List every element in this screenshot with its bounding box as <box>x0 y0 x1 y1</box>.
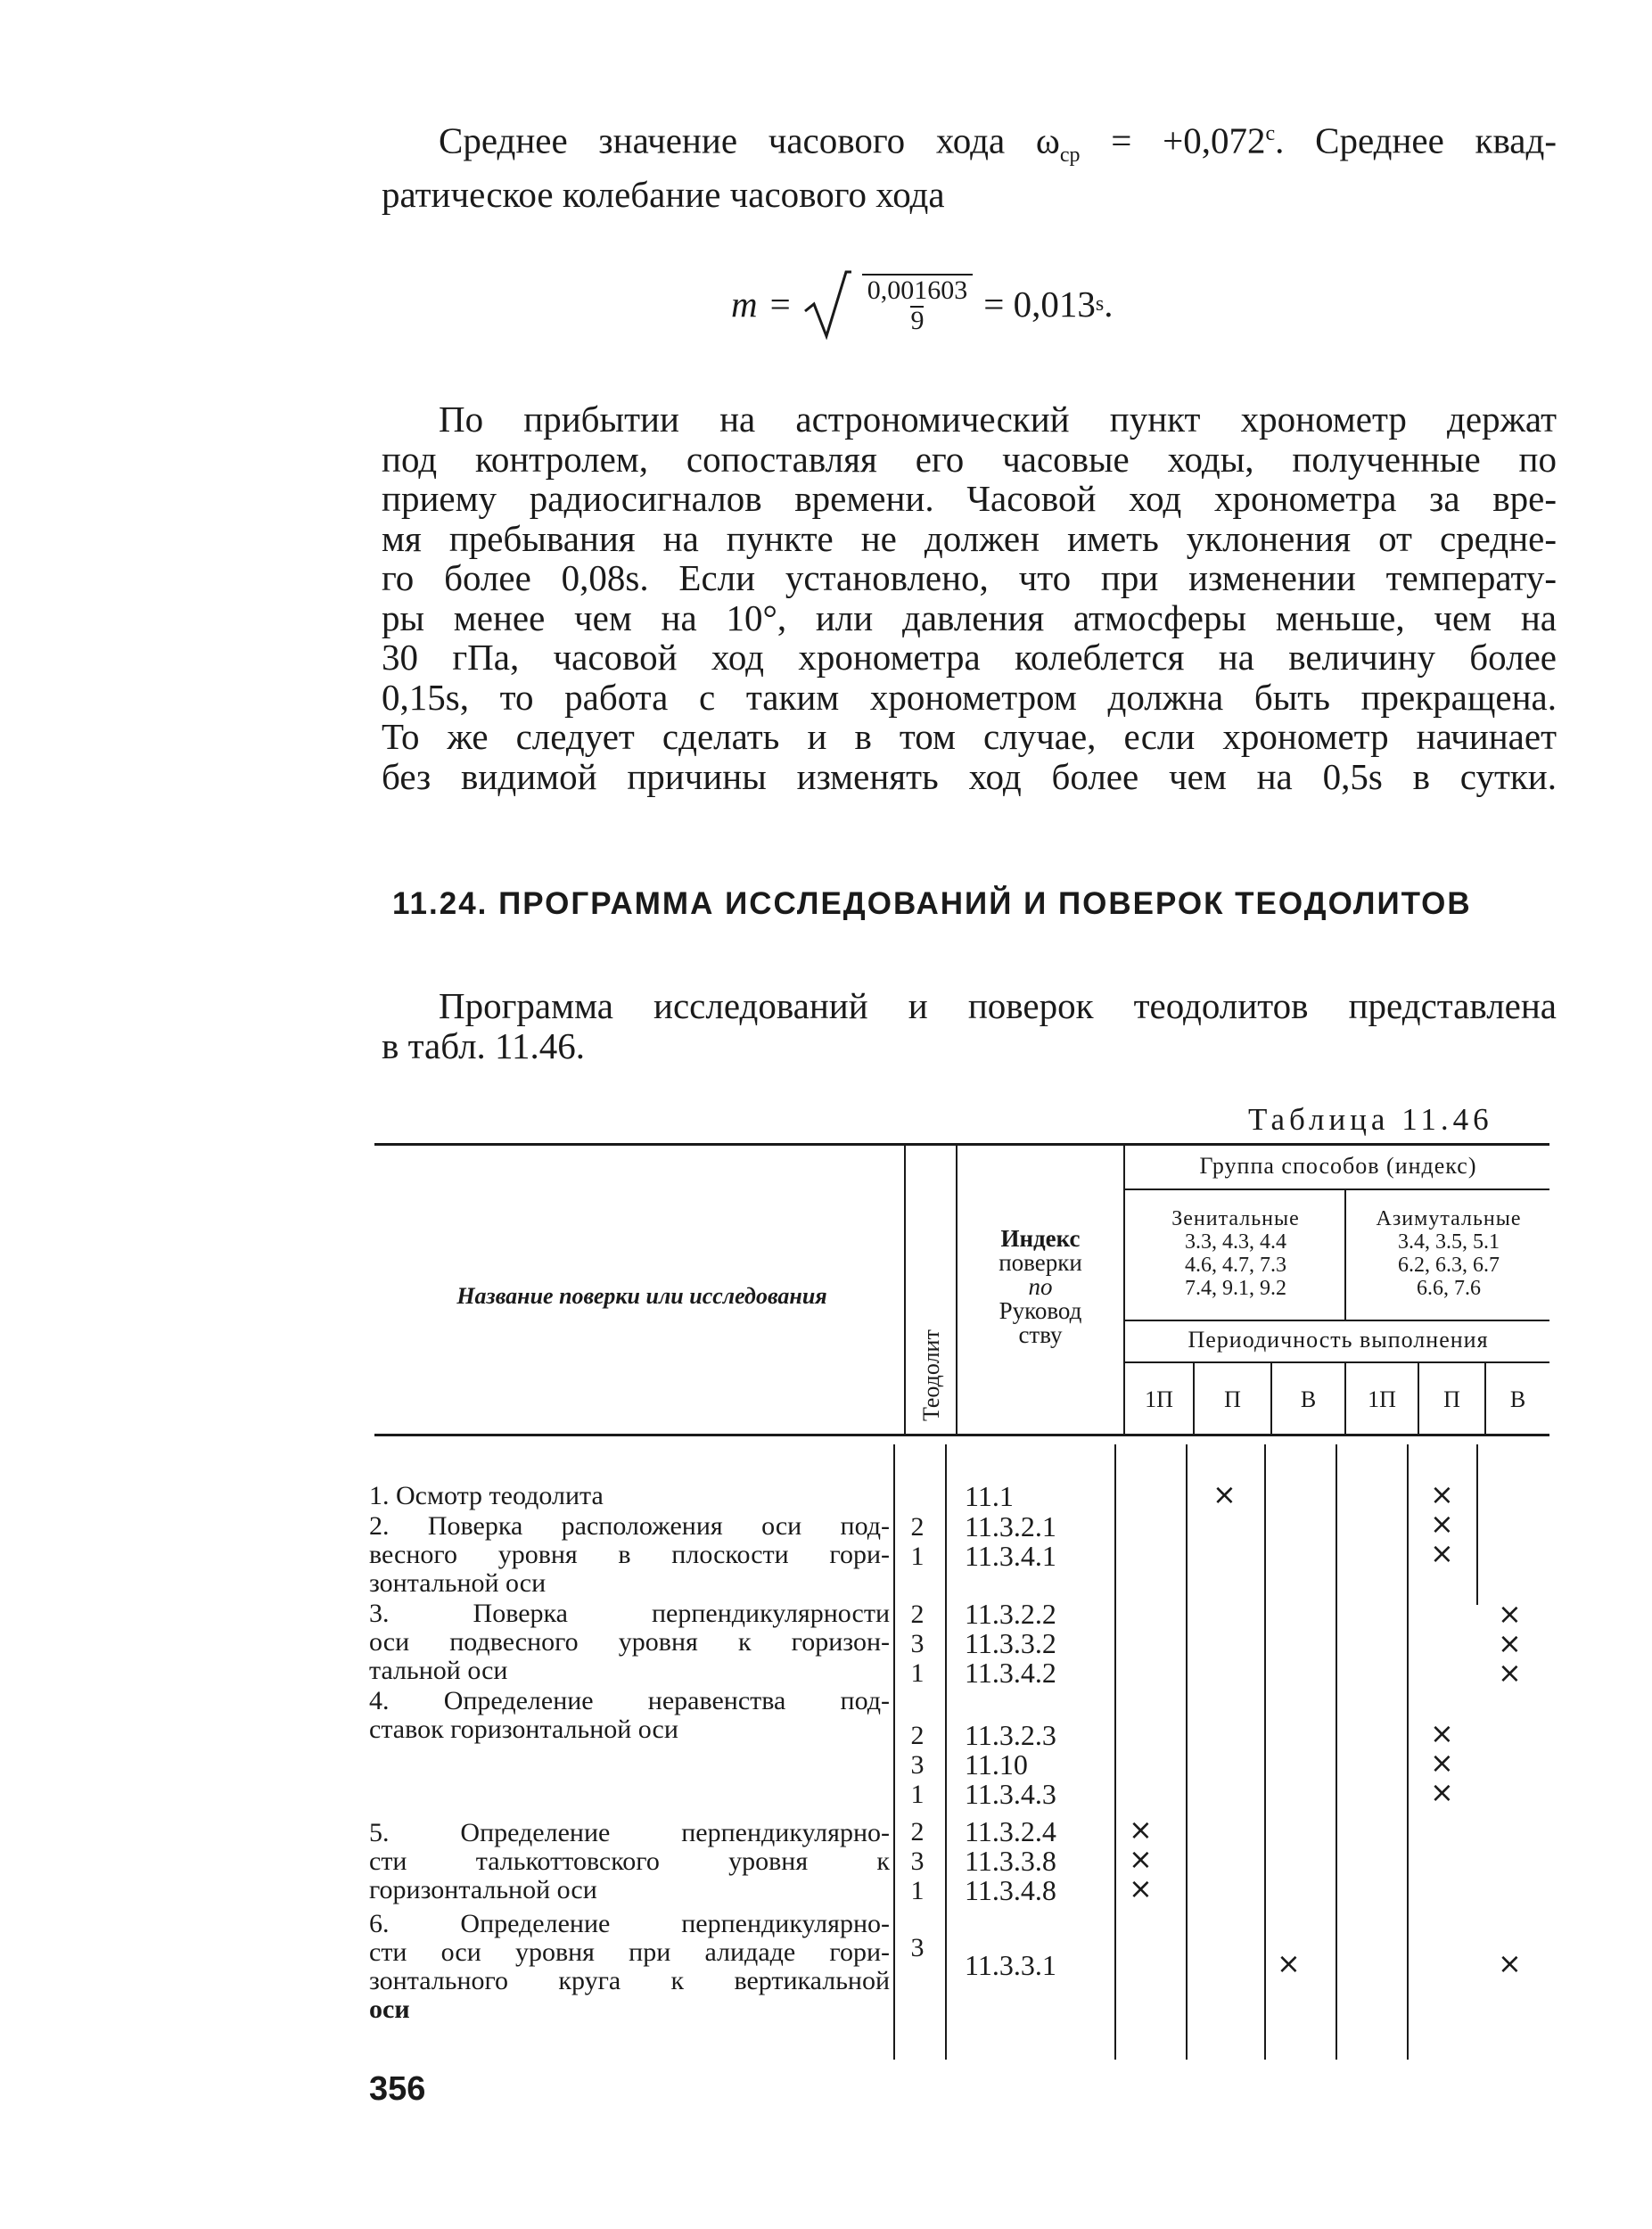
table-row-4-index: 11.3.2.3 11.10 11.3.4.3 <box>965 1719 1056 1810</box>
table-row-4-theodolite: 2 3 1 <box>910 1721 925 1809</box>
paragraph-line: То же следует сделать и в том случае, если хронометр начинает <box>382 716 1557 757</box>
table-row-6-name: 6. Определение перпендикулярно- сти оси уровня при алидаде гори- зонтального круга к вертикальной оси <box>369 1909 890 2024</box>
table-row-2-name: 2. Поверка расположения оси под- весного уровня в плоскости гори- зонтальной оси <box>369 1511 890 1598</box>
table-row-4-name: 4. Определение неравенства под- ставок горизонтальной оси <box>369 1686 890 1744</box>
table-row-5-theodolite: 2 3 1 <box>910 1817 925 1905</box>
header-col-1p-azimuth: 1П <box>1368 1386 1396 1412</box>
table-top-rule <box>374 1143 1549 1146</box>
table-row-1-index: 11.1 <box>965 1480 1014 1512</box>
table-row-2-index: 11.3.2.1 11.3.4.1 <box>965 1510 1056 1572</box>
paragraph-line: 30 гПа, часовой ход хронометра колеблется на величину более <box>382 637 1557 678</box>
header-col-p-zenith: П <box>1224 1386 1241 1412</box>
column-rule <box>1186 1444 1188 2060</box>
paragraph-line: под контролем, сопоставляя его часовые ходы, полученные по <box>382 438 1557 480</box>
paragraph-line: Программа исследований и поверок теодолитов представлена <box>439 985 1557 1026</box>
header-col-p-azimuth: П <box>1443 1386 1460 1412</box>
header-theodolite: Теодолит <box>918 1329 944 1421</box>
column-rule <box>956 1146 958 1434</box>
formula-rms: m = $\frac{0,001603}{9}$ = 0,013 s . <box>731 264 1195 344</box>
header-azimuth: Азимутальные 3.4, 3.5, 5.1 6.2, 6.3, 6.7 6.6, 7.6 <box>1376 1207 1522 1300</box>
header-period: Периодичность выполнения <box>1188 1327 1489 1353</box>
paragraph-line: без видимой причины изменять ход более чем на 0,5s в сутки. <box>382 755 1557 797</box>
paragraph-line: мя пребывания на пункте не должен иметь уклонения от средне- <box>382 517 1557 559</box>
column-rule <box>945 1444 947 2060</box>
table-row-5-name: 5. Определение перпендикулярно- сти талькоттовского уровня к горизонтальной оси <box>369 1818 890 1904</box>
column-rule <box>1336 1444 1337 2060</box>
column-rule <box>1114 1444 1116 2060</box>
table-row-5-index: 11.3.2.4 11.3.3.8 11.3.4.8 <box>965 1815 1056 1906</box>
header-col-1p-zenith: 1П <box>1145 1386 1173 1412</box>
paragraph-line: Среднее значение часового хода $\omega_{ср} = +0,072^с$. Среднее квад- <box>439 119 1557 167</box>
column-rule <box>904 1146 906 1434</box>
mark-row-1-p-azimuth: × <box>1430 1477 1454 1511</box>
page-number: 356 <box>369 2070 426 2108</box>
paragraph-line: го более 0,08s. Если установлено, что при изменении температу- <box>382 557 1557 598</box>
table-row-2-theodolite: 2 1 <box>910 1512 925 1571</box>
paragraph-line: в табл. 11.46. <box>382 1024 586 1066</box>
paragraph-line: 0,15s, то работа с таким хронометром должна быть прекращена. <box>382 676 1557 718</box>
column-rule <box>893 1444 895 2060</box>
mark-row-3-v-azimuth: × × × <box>1498 1597 1522 1690</box>
header-zenith: Зенитальные 3.3, 4.3, 4.4 4.6, 4.7, 7.3 7.4, 9.1, 9.2 <box>1171 1207 1300 1300</box>
section-heading: 11.24. ПРОГРАММА ИССЛЕДОВАНИЙ И ПОВЕРОК ТЕОДОЛИТОВ <box>392 886 1472 921</box>
header-rule <box>1123 1320 1549 1321</box>
paragraph-line: По прибытии на астрономический пункт хронометр держат <box>439 399 1557 440</box>
header-rule <box>1123 1189 1549 1190</box>
table-row-3-theodolite: 2 3 1 <box>910 1600 925 1688</box>
table-row-6-theodolite: 3 <box>910 1933 925 1962</box>
paragraph-line: ры менее чем на 10°, или давления атмосферы меньше, чем на <box>382 596 1557 638</box>
header-name: Название поверки или исследования <box>456 1283 827 1309</box>
mark-row-4-p-azimuth: × × × <box>1430 1716 1454 1809</box>
header-bottom-rule <box>374 1434 1549 1436</box>
mark-row-2-p-azimuth: × × <box>1430 1507 1454 1570</box>
paragraph-line: ратическое колебание часового хода <box>382 174 945 216</box>
mark-row-6-v-azimuth: × <box>1498 1946 1522 1980</box>
mark-row-1-p-zenith: × <box>1212 1477 1237 1511</box>
paragraph-line: приему радиосигналов времени. Часовой ход хронометра за вре- <box>382 478 1557 519</box>
fraction: $\frac{0,001603}{9}$ <box>862 274 974 334</box>
table-caption: Таблица 11.46 <box>1248 1102 1493 1137</box>
header-group: Группа способов (индекс) <box>1199 1153 1477 1179</box>
header-col-v-azimuth: В <box>1509 1386 1526 1412</box>
mark-row-6-v-zenith: × <box>1277 1946 1301 1980</box>
header-col-v-zenith: В <box>1300 1386 1317 1412</box>
column-rule <box>1264 1444 1266 2060</box>
table-row-3-index: 11.3.2.2 11.3.3.2 11.3.4.2 <box>965 1598 1056 1689</box>
column-rule <box>1344 1190 1346 1320</box>
mark-row-5-1p-zenith: × × × <box>1129 1813 1153 1905</box>
table-row-3-name: 3. Поверка перпендикулярности оси подвесного уровня к горизон- тальной оси <box>369 1599 890 1685</box>
header-index: Индекс поверки по Руковод ству <box>999 1225 1082 1348</box>
table-row-1-name: 1. Осмотр теодолита <box>369 1481 604 1510</box>
table-row-6-index: 11.3.3.1 <box>965 1949 1056 1981</box>
column-rule <box>1407 1444 1409 2060</box>
column-rule <box>1476 1444 1478 1605</box>
